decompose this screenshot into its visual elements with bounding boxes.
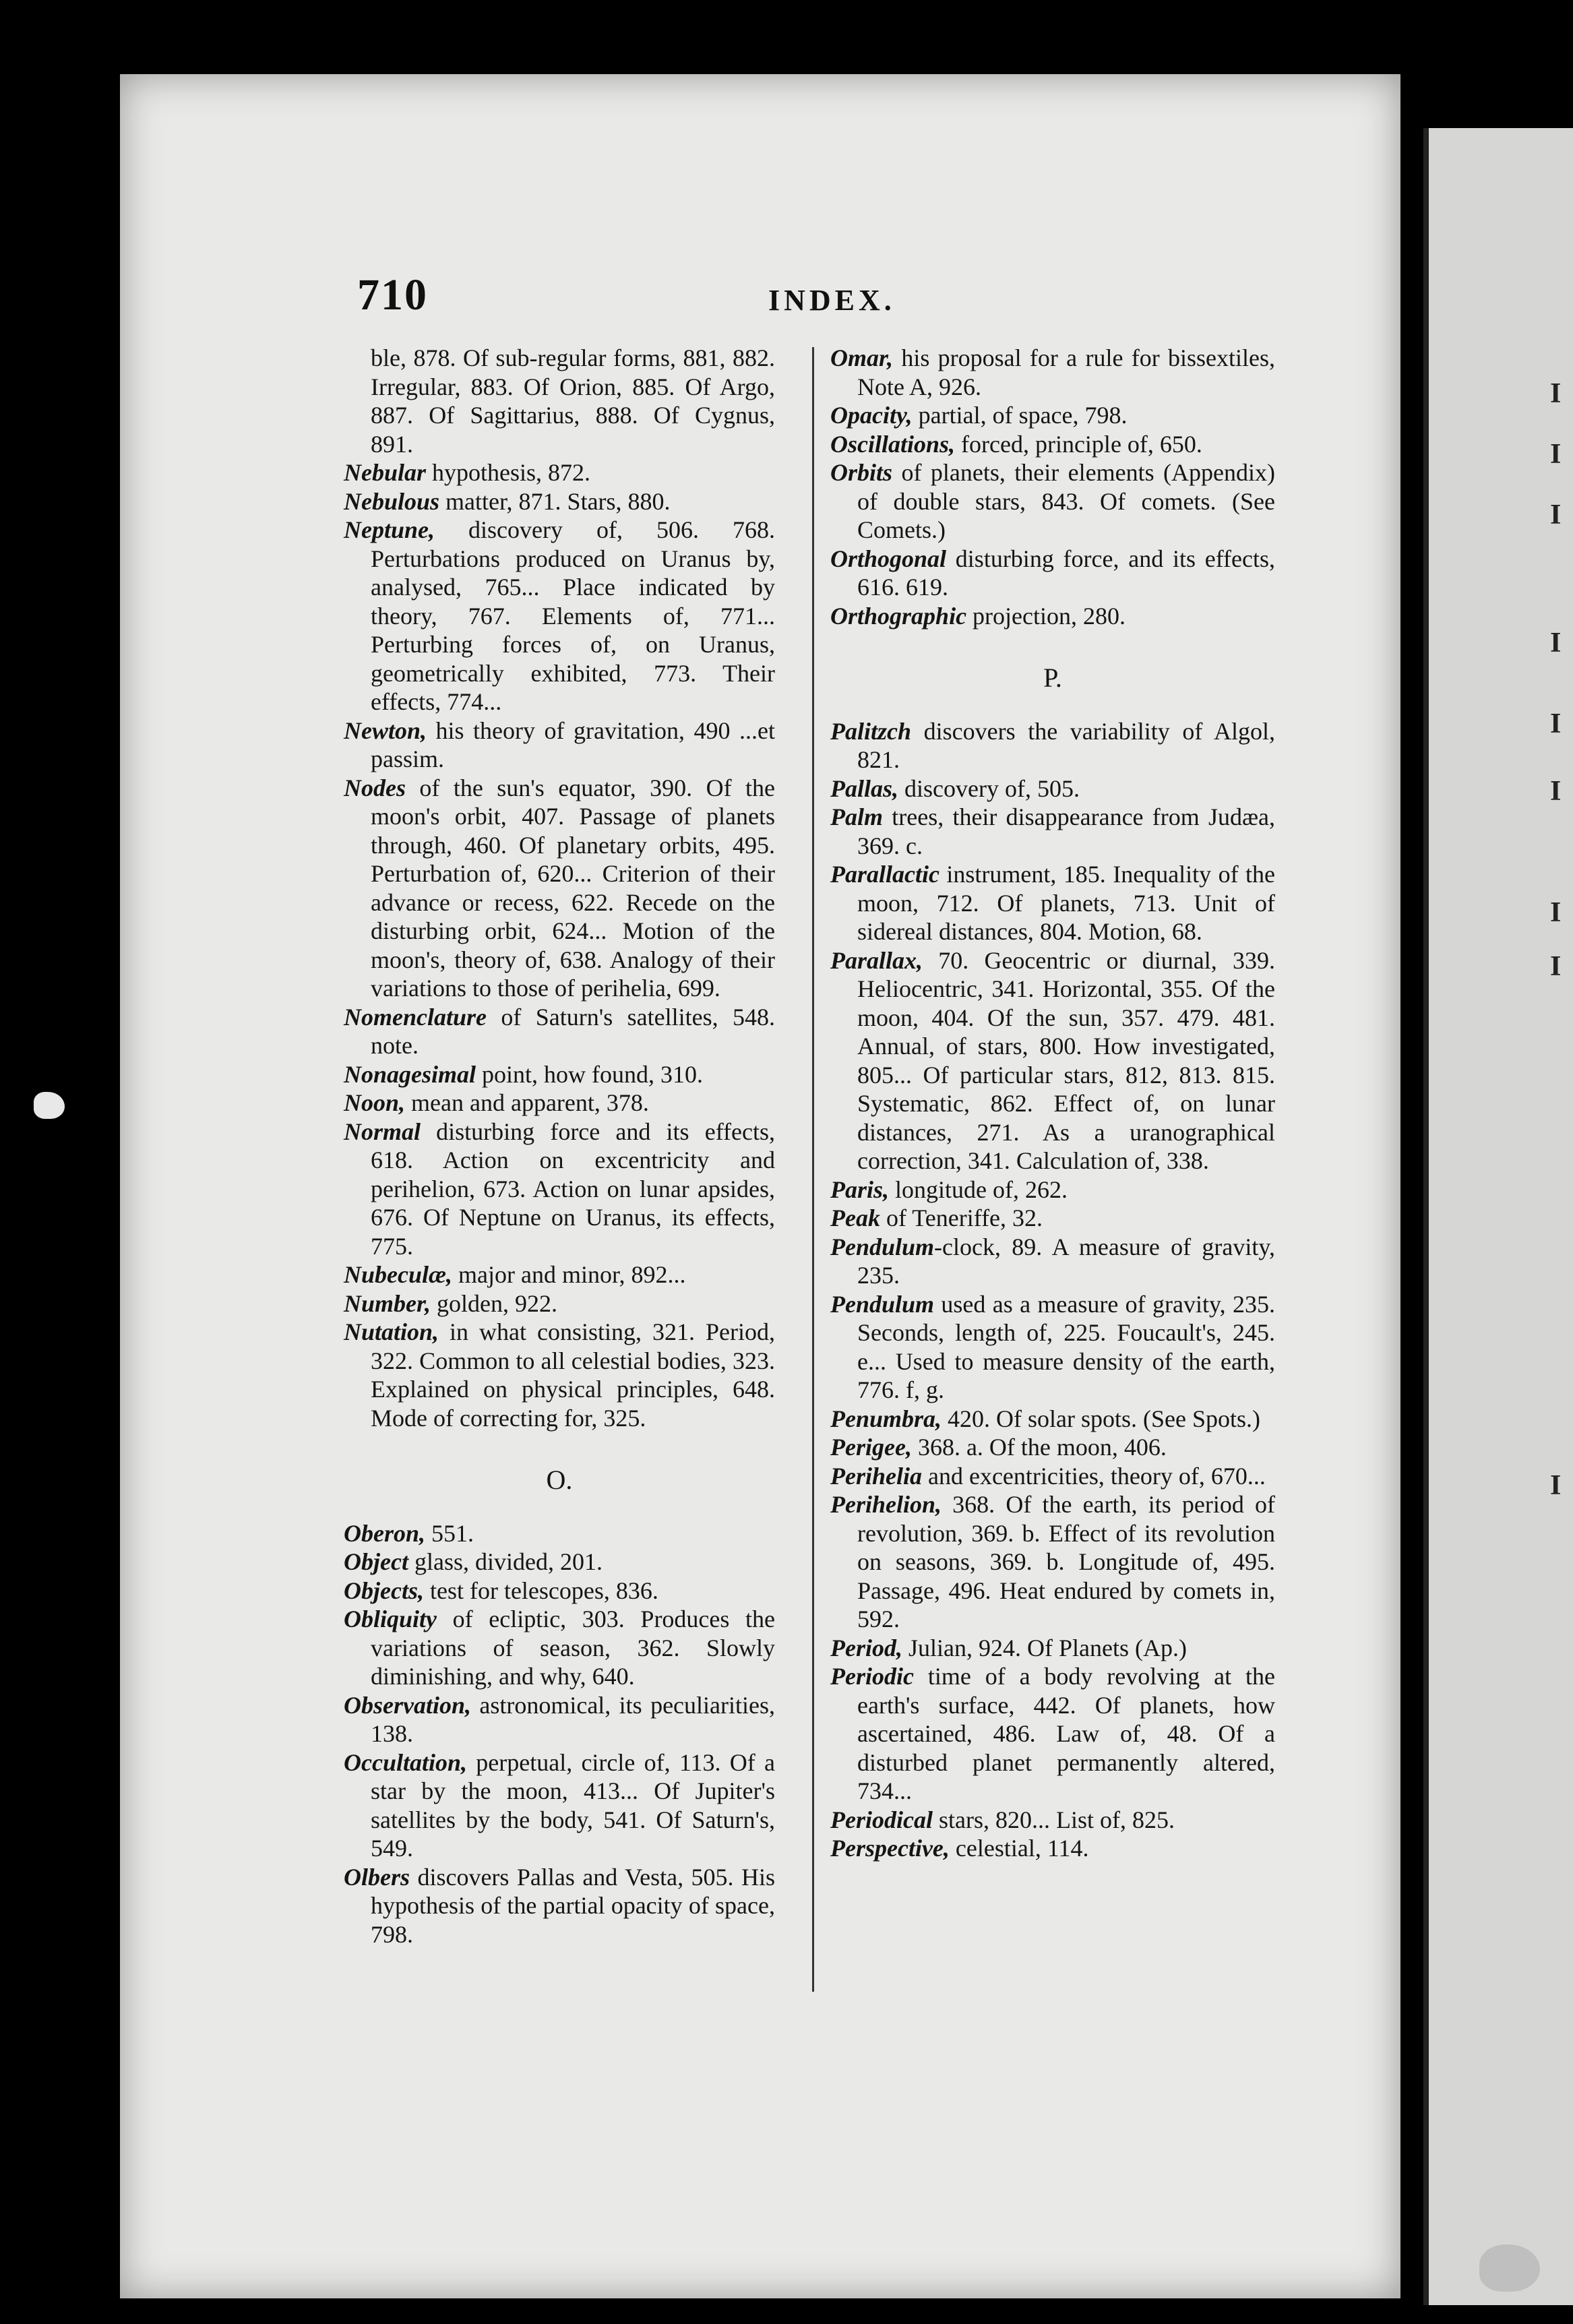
index-entry <box>830 1175 1275 1204</box>
index-entry <box>830 1204 1275 1233</box>
index-term: Parallactic <box>830 861 939 888</box>
index-text: 70. Geocentric or diurnal, 339. Heliocentric, 341. Horizontal, 355. Of the moon, 404. Of the sun, 357. 479. 481. Annual, of stars, 800. How investigated, 805... Of particular stars, 812, 813. 815. Systematic, 862. Effect of, on lunar distances, 271. As a uranographical correction, 341. Calculation of, 338. <box>857 946 1275 1174</box>
index-text: of the sun's equator, 390. Of the moon's orbit, 407. Passage of planets through, 460. Of planetary orbits, 495. Perturbation of, 620... Criterion of their advance or recess, 622. Recede on the disturbing orbit, 624... Motion of the moon's, theory of, 638. Analogy of their variations to those of perihelia, 699. <box>371 774 775 1002</box>
index-entry <box>344 344 775 458</box>
index-term: Nutation, <box>344 1318 439 1345</box>
index-entry <box>830 1462 1275 1491</box>
scan-speck <box>1479 2244 1540 2292</box>
index-text: instrument, 185. Inequality of the moon, 712. Of planets, 713. Unit of sidereal distances, 804. Motion, 68. <box>857 861 1275 945</box>
index-entry <box>344 487 775 516</box>
index-entry <box>344 1863 775 1949</box>
adjacent-page-letter: I <box>1550 628 1562 659</box>
index-term: Observation, <box>344 1691 471 1719</box>
index-text: 551. <box>425 1519 474 1547</box>
index-term: Pendulum <box>830 1233 935 1260</box>
index-text: point, how found, 310. <box>476 1060 704 1088</box>
index-term: Nomenclature <box>344 1003 487 1031</box>
index-term: Occultation, <box>344 1748 468 1776</box>
index-term: Paris, <box>830 1175 890 1203</box>
index-term: Periodic <box>830 1663 914 1690</box>
index-text: discovers Pallas and Vesta, 505. His hypothesis of the partial opacity of space, 798. <box>371 1863 775 1948</box>
index-term: Period, <box>830 1634 902 1661</box>
index-text: discovery of, 506. 768. Perturbations produced on Uranus by, analysed, 765... Place indicated by theory, 767. Elements of, 771... Perturbing forces of, on Uranus, geometrically exhibited, 773. Their effects, 774... <box>371 516 775 715</box>
index-term: Pallas, <box>830 774 899 802</box>
index-text: hypothesis, 872. <box>426 459 591 486</box>
index-term: Perigee, <box>830 1434 912 1461</box>
index-column-right <box>830 344 1275 1863</box>
index-term: Perihelia <box>830 1462 922 1490</box>
index-entry <box>344 1519 775 1548</box>
index-entry <box>344 1089 775 1118</box>
page-title: INDEX. <box>768 284 896 317</box>
adjacent-page-letter: I <box>1550 499 1562 530</box>
index-term: Palitzch <box>830 717 912 745</box>
index-entry <box>344 1691 775 1748</box>
index-text: of Saturn's satellites, 548. note. <box>371 1003 775 1059</box>
index-term: Nebulous <box>344 487 440 515</box>
index-text: discovery of, 505. <box>898 774 1080 802</box>
index-entry <box>830 774 1275 803</box>
index-term: Periodical <box>830 1806 933 1833</box>
index-term: Orthogonal <box>830 545 947 572</box>
index-entry <box>830 1405 1275 1434</box>
index-text: his theory of gravitation, 490 ...et passim. <box>371 716 775 772</box>
index-term: Nodes <box>344 774 406 801</box>
index-entry <box>830 401 1275 430</box>
index-text: used as a measure of gravity, 235. Seconds, length of, 225. Foucault's, 245. e... Used to measure density of the earth, 776. f, g. <box>857 1290 1275 1403</box>
index-text: matter, 871. Stars, 880. <box>439 487 671 515</box>
index-text: partial, of space, 798. <box>912 402 1128 429</box>
index-term: Pendulum <box>830 1290 935 1318</box>
index-term: Nebular <box>344 459 427 486</box>
index-entry <box>830 1806 1275 1835</box>
adjacent-page-letter: I <box>1550 897 1562 928</box>
index-entry <box>344 1748 775 1863</box>
index-term: Parallax, <box>830 946 923 974</box>
index-text: trees, their disappearance from Judæa, 369. c. <box>857 803 1275 859</box>
index-entry <box>344 1289 775 1318</box>
index-term: Nonagesimal <box>344 1060 476 1088</box>
index-term: Oberon, <box>344 1519 426 1547</box>
index-text: 368. a. Of the moon, 406. <box>911 1434 1167 1461</box>
index-entry <box>344 1260 775 1289</box>
index-term: Nubeculæ, <box>344 1261 452 1288</box>
index-entry <box>830 1433 1275 1462</box>
index-entry <box>344 458 775 487</box>
index-text: 368. Of the earth, its period of revolution, 369. b. Effect of its revolution on seasons, 369. b. Longitude of, 495. Passage, 496. Heat endured by comets in, 592. <box>857 1491 1275 1632</box>
index-entry <box>344 1318 775 1432</box>
index-entry <box>344 516 775 716</box>
index-text: ble, 878. Of sub-regular forms, 881, 882. Irregular, 883. Of Orion, 885. Of Argo, 887. Of Sagittarius, 888. Of Cygnus, 891. <box>371 344 775 458</box>
index-term: Penumbra, <box>830 1405 942 1432</box>
index-text: of planets, their elements (Appendix) of double stars, 843. Of comets. (See Comets.) <box>857 459 1275 543</box>
index-text: forced, principle of, 650. <box>955 430 1202 458</box>
index-term: Number, <box>344 1289 431 1317</box>
index-text: 420. Of solar spots. (See Spots.) <box>942 1405 1261 1432</box>
index-entry <box>830 1233 1275 1290</box>
index-entry <box>344 1118 775 1261</box>
column-divider <box>812 347 814 1992</box>
index-text: projection, 280. <box>966 602 1125 630</box>
index-text: astronomical, its peculiarities, 138. <box>371 1691 775 1747</box>
index-text: major and minor, 892... <box>452 1261 686 1288</box>
index-entry <box>344 1548 775 1577</box>
index-text: of Teneriffe, 32. <box>880 1204 1043 1231</box>
index-text: glass, divided, 201. <box>408 1548 603 1575</box>
index-term: Orbits <box>830 459 893 486</box>
index-text: in what consisting, 321. Period, 322. Common to all celestial bodies, 323. Explained on physical principles, 648. Mode of correcting for, 325. <box>371 1318 775 1432</box>
index-text: time of a body revolving at the earth's surface, 442. Of planets, how ascertained, 486. Law of, 48. Of a disturbed planet permanently altered, 734... <box>857 1663 1275 1804</box>
index-term: Palm <box>830 803 883 830</box>
index-entry <box>830 803 1275 860</box>
index-entry <box>830 545 1275 602</box>
index-text: his proposal for a rule for bissextiles, Note A, 926. <box>857 344 1275 400</box>
index-entry <box>830 717 1275 774</box>
adjacent-page-letter: I <box>1550 1470 1562 1501</box>
index-text: perpetual, circle of, 113. Of a star by the moon, 413... Of Jupiter's satellites by the body, 541. Of Saturn's, 549. <box>371 1748 775 1862</box>
index-text: of ecliptic, 303. Produces the variations of season, 362. Slowly diminishing, and why, 640. <box>371 1606 775 1690</box>
index-entry <box>830 602 1275 631</box>
index-text: -clock, 89. A measure of gravity, 235. <box>857 1233 1275 1289</box>
section-letter: O. <box>546 1465 573 1495</box>
index-entry <box>830 1490 1275 1634</box>
index-text: and excentricities, theory of, 670... <box>921 1462 1266 1490</box>
index-term: Noon, <box>344 1089 406 1116</box>
index-term: Neptune, <box>344 516 435 543</box>
index-term: Perspective, <box>830 1835 950 1862</box>
index-term: Newton, <box>344 716 427 744</box>
index-term: Objects, <box>344 1577 424 1604</box>
index-entry <box>344 1003 775 1060</box>
index-text: mean and apparent, 378. <box>405 1089 649 1116</box>
index-text: discovers the variability of Algol, 821. <box>857 717 1275 773</box>
index-entry <box>830 344 1275 401</box>
index-entry <box>830 430 1275 459</box>
index-text: longitude of, 262. <box>889 1175 1068 1203</box>
index-term: Omar, <box>830 344 894 371</box>
index-term: Orthographic <box>830 602 967 630</box>
adjacent-page-letter: I <box>1550 439 1562 470</box>
index-entry <box>344 716 775 774</box>
index-column-left <box>344 344 775 1949</box>
index-text: test for telescopes, 836. <box>423 1577 658 1604</box>
page-number: 710 <box>357 270 428 319</box>
index-entry <box>830 1662 1275 1806</box>
section-letter: P. <box>1043 663 1062 693</box>
index-entry <box>344 1060 775 1089</box>
index-term: Peak <box>830 1204 880 1231</box>
index-entry <box>344 774 775 1003</box>
index-entry <box>830 1834 1275 1863</box>
index-term: Normal <box>344 1118 421 1145</box>
index-term: Obliquity <box>344 1606 437 1632</box>
index-entry <box>830 458 1275 545</box>
index-text: Julian, 924. Of Planets (Ap.) <box>902 1634 1187 1661</box>
index-entry <box>344 1577 775 1606</box>
index-entry <box>830 860 1275 946</box>
index-term: Object <box>344 1548 408 1575</box>
index-entry <box>344 1605 775 1691</box>
index-entry <box>830 946 1275 1175</box>
index-text: golden, 922. <box>431 1289 558 1317</box>
index-term: Olbers <box>344 1863 410 1891</box>
adjacent-page-letter: I <box>1550 951 1562 982</box>
index-text: celestial, 114. <box>949 1835 1089 1862</box>
index-text: disturbing force and its effects, 618. Action on excentricity and perihelion, 673. Action on lunar apsides, 676. Of Neptune on Uranus, its effects, 775. <box>371 1118 775 1260</box>
index-term: Perihelion, <box>830 1491 942 1518</box>
adjacent-page-letter: I <box>1550 708 1562 739</box>
adjacent-page-letter: I <box>1550 776 1562 807</box>
index-entry <box>830 1634 1275 1663</box>
adjacent-page-letter: I <box>1550 378 1562 409</box>
index-text: disturbing force, and its effects, 616. 619. <box>857 545 1275 601</box>
index-term: Oscillations, <box>830 430 956 458</box>
index-text: stars, 820... List of, 825. <box>932 1806 1175 1833</box>
scan-speck <box>34 1092 65 1119</box>
index-term: Opacity, <box>830 402 913 429</box>
index-entry <box>830 1290 1275 1405</box>
